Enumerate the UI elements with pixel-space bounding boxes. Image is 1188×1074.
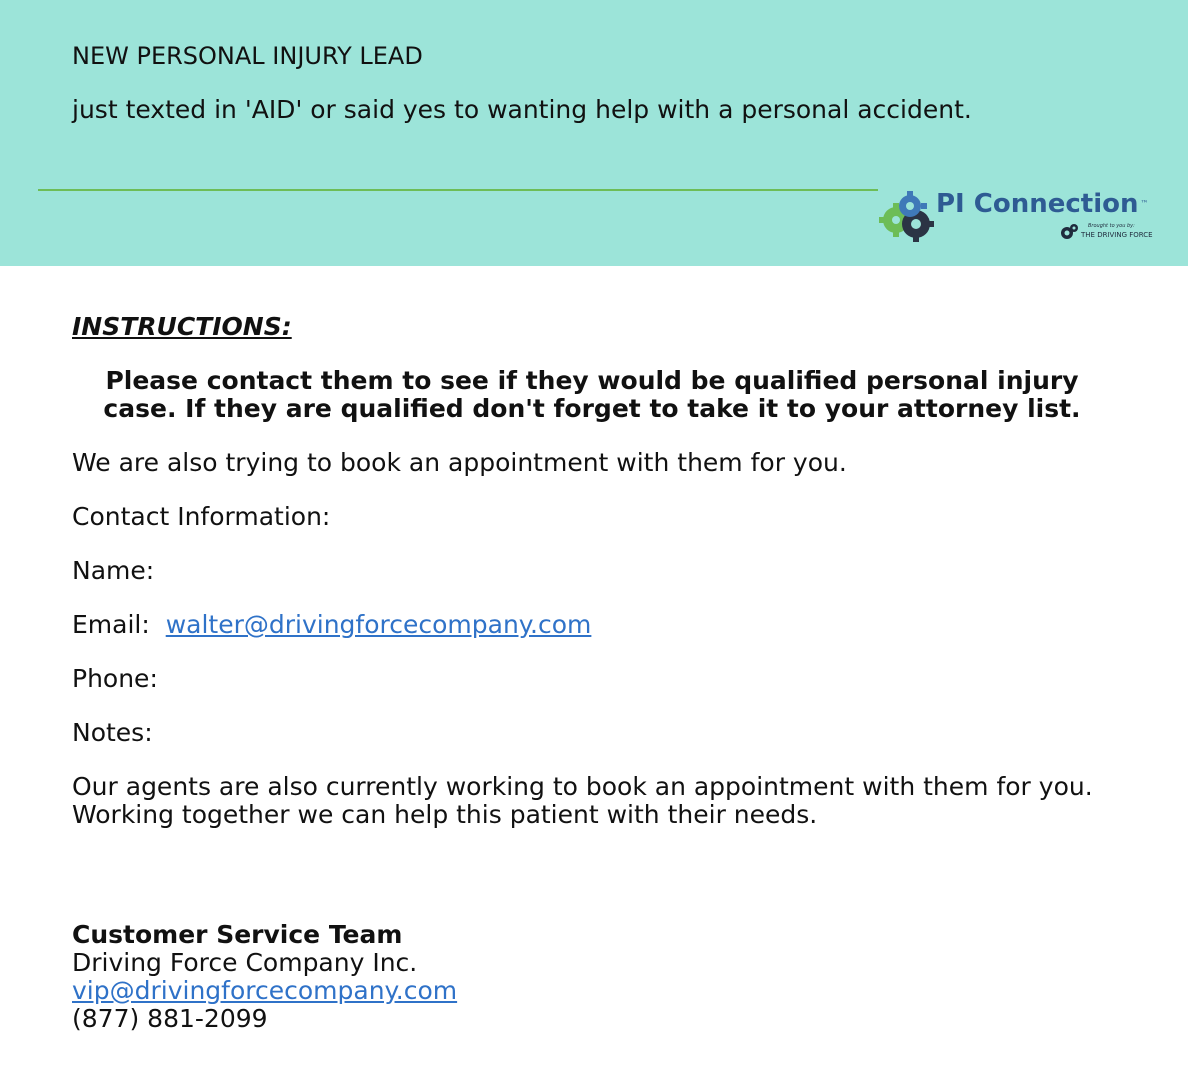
phone-label: Phone:	[72, 664, 158, 693]
logo-title: PI Connection ™	[936, 189, 1149, 219]
closing-line-2: Working together we can help this patient with their needs.	[72, 800, 818, 829]
driving-force-gears-icon	[1060, 223, 1080, 241]
header-banner	[0, 0, 1188, 266]
signature-team: Customer Service Team	[72, 920, 403, 949]
header-title: NEW PERSONAL INJURY LEAD	[72, 42, 423, 70]
email-label: Email:	[72, 610, 150, 639]
notes-label: Notes:	[72, 718, 153, 747]
signature-email-link[interactable]: vip@drivingforcecompany.com	[72, 976, 458, 1005]
instructions-heading: INSTRUCTIONS:	[72, 312, 292, 341]
header-subtitle: just texted in 'AID' or said yes to wanting help with a personal accident.	[72, 95, 972, 124]
header-divider	[38, 189, 878, 191]
gear-puzzle-icon	[876, 186, 936, 250]
email-row	[72, 611, 591, 639]
signature-phone: (877) 881-2099	[72, 1004, 268, 1033]
name-label: Name:	[72, 556, 155, 585]
logo-company: THE DRIVING FORCE	[1081, 231, 1153, 239]
signature-company: Driving Force Company Inc.	[72, 948, 418, 977]
contact-heading: Contact Information:	[72, 502, 331, 531]
booking-note: We are also trying to book an appointment with them for you.	[72, 448, 847, 477]
instructions-text: Please contact them to see if they would be qualified personal injury case. If they are qualified don't forget to take it to your attorney list.	[103, 366, 1081, 423]
closing-line-1: Our agents are also currently working to book an appointment with them for you.	[72, 772, 1093, 801]
pi-connection-logo	[876, 186, 1156, 252]
logo-brought-by: Brought to you by:	[1088, 223, 1135, 229]
lead-email-link[interactable]: walter@drivingforcecompany.com	[165, 610, 592, 639]
